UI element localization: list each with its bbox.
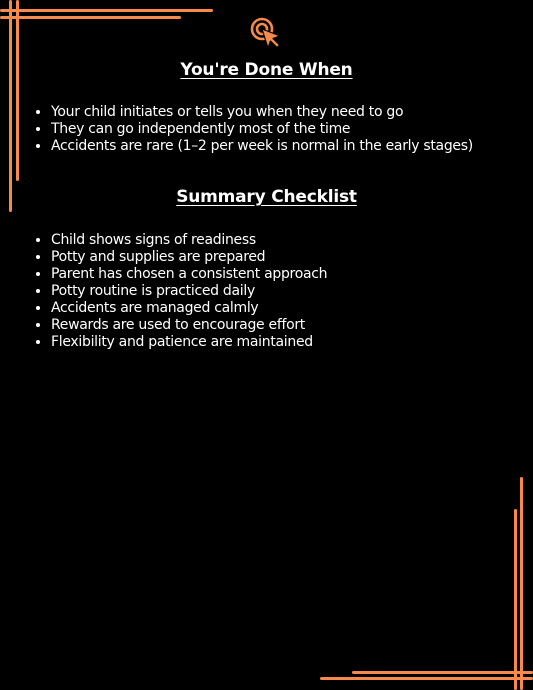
list-item: • Parent has chosen a consistent approach xyxy=(51,266,327,283)
corner-line-bottom-right-inner-vertical xyxy=(514,509,517,690)
cursor-click-icon xyxy=(250,17,284,49)
list-item: • Accidents are rare (1–2 per week is normal in the early stages) xyxy=(51,138,473,155)
list-item: • Potty routine is practiced daily xyxy=(51,283,327,300)
list-item: • Flexibility and patience are maintained xyxy=(51,334,327,351)
corner-line-top-left-inner-vertical xyxy=(16,0,19,181)
done-when-list xyxy=(22,104,473,155)
section-title-summary-checklist: Summary Checklist xyxy=(176,187,357,207)
corner-line-top-left-outer-horizontal xyxy=(0,9,213,12)
section-title-done-when: You're Done When xyxy=(180,60,353,80)
list-item: • Potty and supplies are prepared xyxy=(51,249,327,266)
corner-line-bottom-right-inner-horizontal xyxy=(352,671,533,674)
list-item: • Your child initiates or tells you when they need to go xyxy=(51,104,473,121)
list-item: • Accidents are managed calmly xyxy=(51,300,327,317)
corner-line-top-left-inner-horizontal xyxy=(0,16,181,19)
corner-line-bottom-right-outer-horizontal xyxy=(320,677,533,680)
corner-line-bottom-right-outer-vertical xyxy=(520,477,523,690)
list-item: • They can go independently most of the time xyxy=(51,121,473,138)
list-item: • Child shows signs of readiness xyxy=(51,232,327,249)
summary-checklist-list xyxy=(22,232,327,351)
list-item: • Rewards are used to encourage effort xyxy=(51,317,327,334)
corner-line-top-left-outer-vertical xyxy=(9,0,12,212)
